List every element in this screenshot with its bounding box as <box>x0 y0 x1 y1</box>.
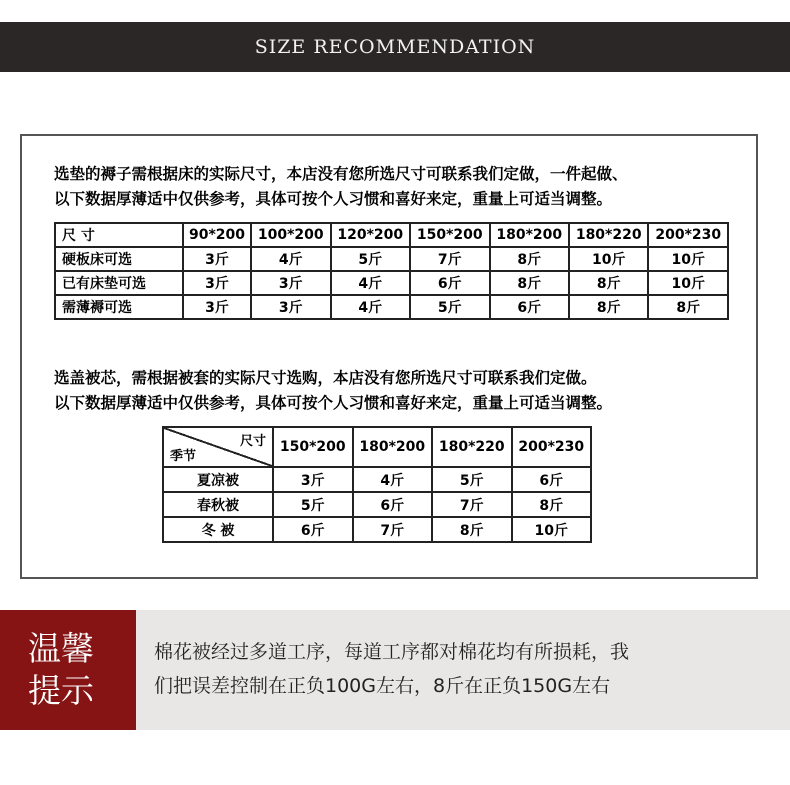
table-cell: 10斤 <box>569 247 648 271</box>
table-header-cell: 180*200 <box>490 223 569 247</box>
row-label: 硬板床可选 <box>55 247 183 271</box>
table-header-cell: 尺 寸 <box>55 223 183 247</box>
table-row <box>55 295 728 319</box>
table-row <box>163 517 591 542</box>
table-header-cell: 150*200 <box>410 223 489 247</box>
table-cell: 8斤 <box>569 271 648 295</box>
table-cell: 8斤 <box>490 271 569 295</box>
table-cell: 6斤 <box>410 271 489 295</box>
table-cell: 5斤 <box>273 492 353 517</box>
table-cell: 3斤 <box>183 247 251 271</box>
table-cell: 3斤 <box>273 467 353 492</box>
table-row <box>163 492 591 517</box>
table-row <box>163 467 591 492</box>
table-header-cell: 100*200 <box>251 223 330 247</box>
table-cell: 4斤 <box>353 467 433 492</box>
table-cell: 3斤 <box>251 271 330 295</box>
table-header-cell: 150*200 <box>273 427 353 467</box>
table-header-cell: 200*230 <box>648 223 728 247</box>
table-cell: 4斤 <box>331 271 410 295</box>
mattress-note-line: 以下数据厚薄适中仅供参考，具体可按个人习惯和喜好来定，重量上可适当调整。 <box>54 190 613 208</box>
table-cell: 10斤 <box>512 517 592 542</box>
warm-tip-text <box>136 610 790 730</box>
corner-season-label: 季节 <box>170 449 197 464</box>
table-cell: 3斤 <box>251 295 330 319</box>
row-label: 春秋被 <box>163 492 273 517</box>
duvet-note-line: 选盖被芯，需根据被套的实际尺寸选购，本店没有您所选尺寸可联系我们定做。 <box>54 369 597 387</box>
table-cell: 7斤 <box>410 247 489 271</box>
table-cell: 8斤 <box>512 492 592 517</box>
warm-tip-line: 们把误差控制在正负100G左右，8斤在正负150G左右 <box>154 675 611 697</box>
warm-tip-section <box>0 610 790 730</box>
duvet-note-line: 以下数据厚薄适中仅供参考，具体可按个人习惯和喜好来定，重量上可适当调整。 <box>54 394 613 412</box>
table-header-cell: 200*230 <box>512 427 592 467</box>
table-cell: 10斤 <box>648 271 728 295</box>
mattress-weight-table <box>54 222 729 320</box>
table-header-cell: 180*220 <box>432 427 512 467</box>
table-cell: 6斤 <box>512 467 592 492</box>
row-label: 夏凉被 <box>163 467 273 492</box>
warm-tip-label-line: 提示 <box>28 671 94 710</box>
table-header-cell: 120*200 <box>331 223 410 247</box>
table-cell: 7斤 <box>432 492 512 517</box>
table-header-row <box>163 427 591 467</box>
table-cell: 10斤 <box>648 247 728 271</box>
corner-size-label: 尺寸 <box>239 434 266 449</box>
warm-tip-label-line: 温馨 <box>28 629 94 668</box>
table-cell: 3斤 <box>183 271 251 295</box>
table-cell: 5斤 <box>331 247 410 271</box>
table-cell: 8斤 <box>648 295 728 319</box>
page-title: SIZE RECOMMENDATION <box>254 36 536 58</box>
duvet-weight-table <box>162 426 592 543</box>
table-cell: 6斤 <box>490 295 569 319</box>
warm-tip-label <box>0 610 136 730</box>
table-cell: 5斤 <box>410 295 489 319</box>
row-label: 需薄褥可选 <box>55 295 183 319</box>
mattress-note-line: 选垫的褥子需根据床的实际尺寸，本店没有您所选尺寸可联系我们定做，一件起做、 <box>54 165 628 183</box>
table-row <box>55 271 728 295</box>
table-cell: 5斤 <box>432 467 512 492</box>
table-cell: 3斤 <box>183 295 251 319</box>
table-header-cell: 180*220 <box>569 223 648 247</box>
mattress-note <box>54 162 628 212</box>
table-cell: 6斤 <box>353 492 433 517</box>
table-cell: 8斤 <box>569 295 648 319</box>
table-cell: 4斤 <box>331 295 410 319</box>
table-cell: 4斤 <box>251 247 330 271</box>
header-bar <box>0 22 790 72</box>
table-header-row <box>55 223 728 247</box>
size-recommendation-panel <box>20 134 758 579</box>
table-header-cell: 180*200 <box>353 427 433 467</box>
duvet-note <box>54 366 612 416</box>
warm-tip-line: 棉花被经过多道工序，每道工序都对棉花均有所损耗，我 <box>154 641 630 663</box>
row-label: 已有床垫可选 <box>55 271 183 295</box>
table-corner-cell <box>163 427 273 467</box>
table-row <box>55 247 728 271</box>
table-cell: 8斤 <box>490 247 569 271</box>
table-header-cell: 90*200 <box>183 223 251 247</box>
row-label: 冬 被 <box>163 517 273 542</box>
table-cell: 7斤 <box>353 517 433 542</box>
table-cell: 8斤 <box>432 517 512 542</box>
table-cell: 6斤 <box>273 517 353 542</box>
